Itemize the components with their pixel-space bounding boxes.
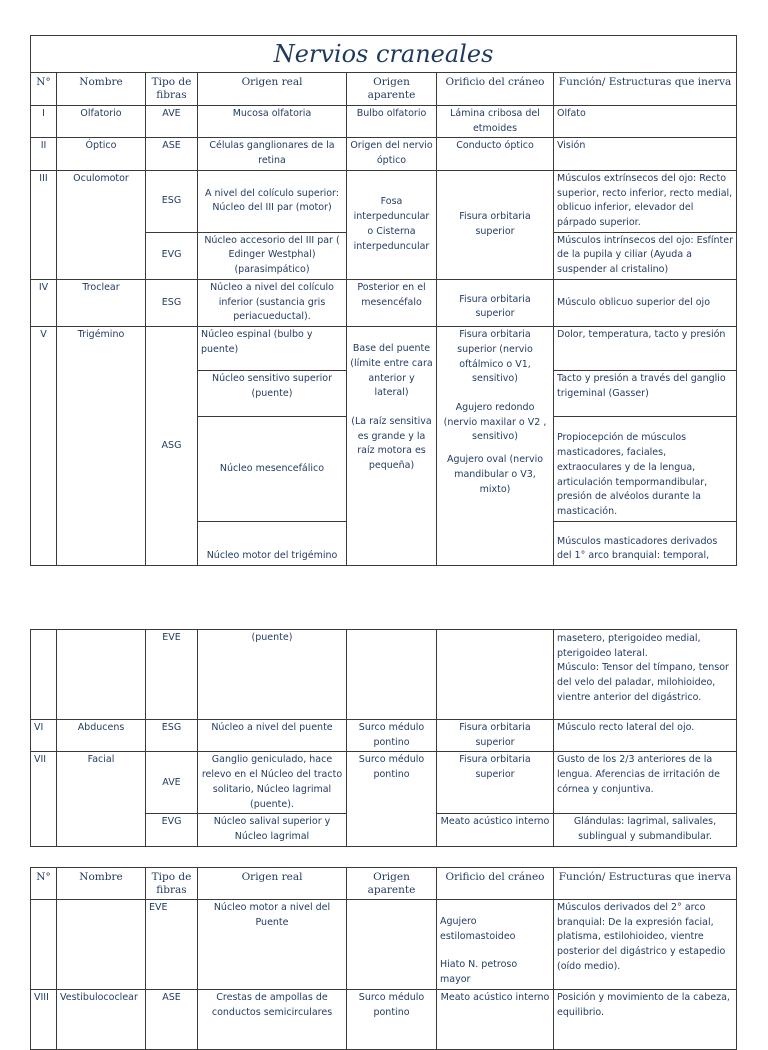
nerve-name: Abducens — [57, 720, 146, 752]
nerve-number: VIII — [31, 990, 57, 1050]
header-real-origin: Origen real — [198, 73, 347, 106]
nerve-number: IV — [31, 279, 57, 326]
header-name: Nombre — [57, 73, 146, 106]
header-n: N° — [31, 73, 57, 106]
apparent-origin: Fosa interpeduncular o Cisterna interpeduncular — [347, 170, 437, 279]
header-row — [31, 868, 737, 900]
apparent-origin: Posterior en el mesencéfalo — [347, 279, 437, 326]
real-origin: Ganglio geniculado, hace relevo en el Núcleo del tracto solitario, Núcleo lagrimal (puente). — [198, 752, 347, 814]
function: Músculos masticadores derivados del 1° arco branquial: temporal, — [554, 522, 737, 566]
nerve-name-empty — [57, 630, 146, 720]
skull-hole-stylomastoid: Agujero estilomastoideo — [440, 916, 516, 942]
table-row — [31, 170, 737, 232]
fiber-type: AVE — [146, 106, 198, 138]
header-fiber: Tipo de fibras — [146, 868, 198, 900]
function: Glándulas: lagrimal, salivales, sublingual y submandibular. — [554, 814, 737, 846]
table-row — [31, 630, 737, 720]
fiber-type: EVE — [146, 900, 198, 990]
skull-hole-v2: Agujero redondo (nervio maxilar o V2 , sensitivo) — [443, 401, 547, 443]
header-apparent-origin: Origen aparente — [347, 73, 437, 106]
skull-hole-empty — [437, 630, 554, 720]
function: Propiocepción de músculos masticadores, faciales, extraoculares y de la lengua, articulación tempormandibular, presión de alvéolos durante la masticación. — [554, 417, 737, 522]
skull-hole — [437, 900, 554, 990]
real-origin: Núcleo a nivel del puente — [198, 720, 347, 752]
function: Músculo recto lateral del ojo. — [554, 720, 737, 752]
function: Músculos intrínsecos del ojo: Esfínter de la pupila y ciliar (Ayuda a suspender al cristalino) — [554, 232, 737, 279]
header-apparent-origin: Origen aparente — [347, 868, 437, 900]
function: Posición y movimiento de la cabeza, equilibrio. — [554, 990, 737, 1050]
table-row — [31, 106, 737, 138]
header-name: Nombre — [57, 868, 146, 900]
nerve-number: I — [31, 106, 57, 138]
nerve-name: Facial — [57, 752, 146, 846]
fiber-type: EVE — [146, 630, 198, 720]
real-origin: Núcleo sensitivo superior (puente) — [198, 371, 347, 417]
header-fiber: Tipo de fibras — [146, 73, 198, 106]
function: Olfato — [554, 106, 737, 138]
apparent-origin-empty — [347, 630, 437, 720]
skull-hole: Lámina cribosa del etmoides — [437, 106, 554, 138]
nerve-number-empty — [31, 630, 57, 720]
fiber-type: EVG — [146, 232, 198, 279]
real-origin: Núcleo accesorio del III par ( Edinger Westphal) (parasimpático) — [198, 232, 347, 279]
fiber-type: AVE — [146, 752, 198, 814]
skull-hole: Meato acústico interno — [437, 990, 554, 1050]
header-skull-hole: Orificio del cráneo — [437, 73, 554, 106]
skull-hole: Conducto óptico — [437, 138, 554, 170]
function: Músculos extrínsecos del ojo: Recto superior, recto inferior, recto medial, oblicuo inferior, elevador del párpado superior. — [554, 170, 737, 232]
table-row — [31, 990, 737, 1050]
apparent-origin: Origen del nervio óptico — [347, 138, 437, 170]
real-origin: Núcleo motor del trigémino — [198, 522, 347, 566]
apparent-origin-empty — [347, 900, 437, 990]
nerve-name: Trigémino — [57, 327, 146, 566]
real-origin: Crestas de ampollas de conductos semicirculares — [198, 990, 347, 1050]
cranial-nerves-table-part-3 — [30, 867, 737, 1050]
skull-hole: Fisura orbitaria superior — [437, 279, 554, 326]
apparent-origin: Surco médulo pontino — [347, 752, 437, 846]
nerve-name: Vestibulococlear — [57, 990, 146, 1050]
header-skull-hole: Orificio del cráneo — [437, 868, 554, 900]
function: Gusto de los 2/3 anteriores de la lengua. Aferencias de irritación de córnea y conjuntiva. — [554, 752, 737, 814]
skull-hole: Fisura orbitaria superior — [437, 752, 554, 814]
nerve-number: III — [31, 170, 57, 279]
apparent-origin — [347, 327, 437, 566]
apparent-origin-base: Base del puente (límite entre cara anterior y lateral) — [350, 343, 433, 399]
function: Músculo oblicuo superior del ojo — [554, 279, 737, 326]
table-row — [31, 327, 737, 371]
table-block-1 — [30, 35, 736, 566]
real-origin: Núcleo salival superior y Núcleo lagrimal — [198, 814, 347, 846]
fiber-type: ASG — [146, 327, 198, 566]
skull-hole-v3: Agujero oval (nervio mandibular o V3, mixto) — [446, 454, 544, 495]
cranial-nerves-table — [30, 35, 737, 566]
table-block-2 — [30, 629, 736, 847]
skull-hole-petrosal: Hiato N. petroso mayor — [440, 959, 518, 986]
real-origin: Núcleo motor a nivel del Puente — [198, 900, 347, 990]
nerve-number: II — [31, 138, 57, 170]
fiber-type: EVG — [146, 814, 198, 846]
function: Visión — [554, 138, 737, 170]
nerve-number-empty — [31, 900, 57, 990]
nerve-number: VI — [31, 720, 57, 752]
table-row — [31, 752, 737, 814]
apparent-origin: Surco médulo pontino — [347, 720, 437, 752]
nerve-number: VII — [31, 752, 57, 846]
real-origin: Núcleo a nivel del colículo inferior (sustancia gris periacueductal). — [198, 279, 347, 326]
header-real-origin: Origen real — [198, 868, 347, 900]
fiber-type: ESG — [146, 170, 198, 232]
header-function: Función/ Estructuras que inerva — [554, 868, 737, 900]
function: Músculos derivados del 2° arco branquial: De la expresión facial, platisma, estilohioideo, vientre posterior del digástrico y estapedio (oído medio). — [554, 900, 737, 990]
apparent-origin: Surco médulo pontino — [347, 990, 437, 1050]
table-row — [31, 900, 737, 990]
real-origin: Células ganglionares de la retina — [198, 138, 347, 170]
skull-hole — [437, 327, 554, 566]
nerve-name-empty — [57, 900, 146, 990]
function: Tacto y presión a través del ganglio trigeminal (Gasser) — [554, 371, 737, 417]
nerve-name: Óptico — [57, 138, 146, 170]
header-function: Función/ Estructuras que inerva — [554, 73, 737, 106]
fiber-type: ESG — [146, 279, 198, 326]
fiber-type: ASE — [146, 138, 198, 170]
function: masetero, pterigoideo medial, pterigoideo lateral. Músculo: Tensor del tímpano, tensor del velo del paladar, milohioideo, vientre anterior del digástrico. — [554, 630, 737, 720]
apparent-origin: Bulbo olfatorio — [347, 106, 437, 138]
skull-hole-v1: Fisura orbitaria superior (nervio oftálmico o V1, sensitivo) — [457, 329, 533, 385]
nerve-name: Troclear — [57, 279, 146, 326]
real-origin: Mucosa olfatoria — [198, 106, 347, 138]
table-row — [31, 279, 737, 326]
nerve-name: Oculomotor — [57, 170, 146, 279]
fiber-type: ESG — [146, 720, 198, 752]
nerve-name: Olfatorio — [57, 106, 146, 138]
page-title: Nervios craneales — [31, 36, 737, 73]
skull-hole: Fisura orbitaria superior — [437, 720, 554, 752]
table-row — [31, 720, 737, 752]
apparent-origin-note: (La raíz sensitiva es grande y la raíz motora es pequeña) — [351, 415, 432, 472]
nerve-number: V — [31, 327, 57, 566]
skull-hole: Fisura orbitaria superior — [437, 170, 554, 279]
function: Dolor, temperatura, tacto y presión — [554, 327, 737, 371]
table-block-3 — [30, 867, 736, 1050]
cranial-nerves-table-continued — [30, 629, 737, 847]
header-row — [31, 73, 737, 106]
real-origin: A nivel del colículo superior: Núcleo del III par (motor) — [198, 170, 347, 232]
real-origin: Núcleo espinal (bulbo y puente) — [198, 327, 347, 371]
header-n: N° — [31, 868, 57, 900]
fiber-type: ASE — [146, 990, 198, 1050]
real-origin: Núcleo mesencefálico — [198, 417, 347, 522]
skull-hole: Meato acústico interno — [437, 814, 554, 846]
table-row — [31, 138, 737, 170]
real-origin: (puente) — [198, 630, 347, 720]
